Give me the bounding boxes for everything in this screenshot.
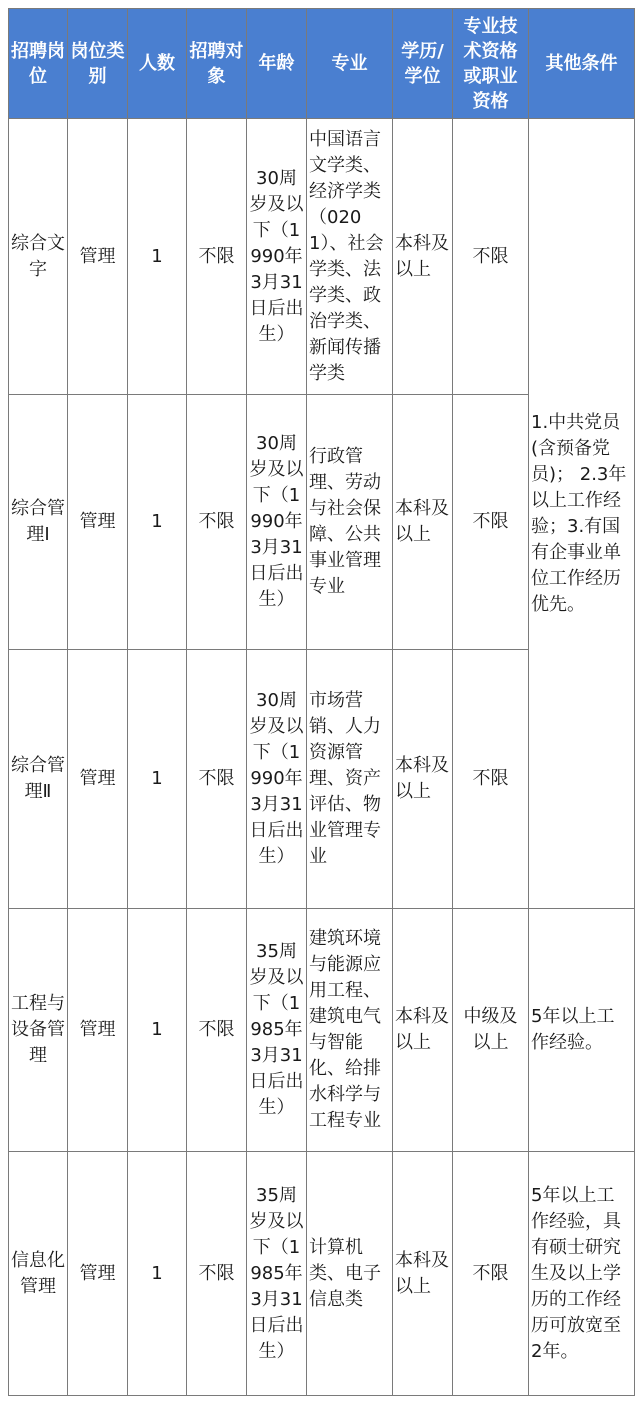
position-cell: 工程与设备管理 [9,909,68,1152]
education-cell: 本科及以上 [393,650,453,909]
qualification-cell: 不限 [453,650,529,909]
major-cell: 建筑环境与能源应用工程、建筑电气与智能化、给排水科学与工程专业 [307,909,393,1152]
category-cell: 管理 [68,395,128,650]
table-row [9,1152,635,1396]
target-cell: 不限 [187,119,247,395]
count-cell: 1 [128,909,187,1152]
position-cell: 综合管理Ⅱ [9,650,68,909]
category-cell: 管理 [68,1152,128,1396]
education-cell: 本科及以上 [393,909,453,1152]
position-cell: 信息化管理 [9,1152,68,1396]
position-cell: 综合管理Ⅰ [9,395,68,650]
header-row [9,9,635,119]
major-cell: 市场营销、人力资源管理、资产评估、物业管理专业 [307,650,393,909]
table-row [9,119,635,395]
education-cell: 本科及以上 [393,395,453,650]
header-count: 人数 [128,9,187,119]
header-target: 招聘对象 [187,9,247,119]
count-cell: 1 [128,1152,187,1396]
age-cell: 30周岁及以下（1990年3月31日后出生） [247,395,307,650]
qualification-cell: 不限 [453,1152,529,1396]
table-row [9,909,635,1152]
header-qualification: 专业技术资格或职业资格 [453,9,529,119]
target-cell: 不限 [187,395,247,650]
age-cell: 35周岁及以下（1985年3月31日后出生） [247,909,307,1152]
header-major: 专业 [307,9,393,119]
position-cell: 综合文字 [9,119,68,395]
count-cell: 1 [128,650,187,909]
education-cell: 本科及以上 [393,1152,453,1396]
major-cell: 行政管理、劳动与社会保障、公共事业管理专业 [307,395,393,650]
qualification-cell: 中级及以上 [453,909,529,1152]
major-cell: 计算机类、电子信息类 [307,1152,393,1396]
recruitment-table [8,8,635,1396]
qualification-cell: 不限 [453,395,529,650]
header-other: 其他条件 [529,9,635,119]
qualification-cell: 不限 [453,119,529,395]
category-cell: 管理 [68,909,128,1152]
header-position: 招聘岗位 [9,9,68,119]
count-cell: 1 [128,119,187,395]
age-cell: 30周岁及以下（1990年3月31日后出生） [247,650,307,909]
header-category: 岗位类别 [68,9,128,119]
target-cell: 不限 [187,909,247,1152]
age-cell: 35周岁及以下（1985年3月31日后出生） [247,1152,307,1396]
major-cell: 中国语言文学类、经济学类（0201）、社会学类、法学类、政治学类、新闻传播学类 [307,119,393,395]
category-cell: 管理 [68,119,128,395]
target-cell: 不限 [187,650,247,909]
header-age: 年龄 [247,9,307,119]
target-cell: 不限 [187,1152,247,1396]
education-cell: 本科及以上 [393,119,453,395]
other-cell: 5年以上工作经验。 [529,909,635,1152]
age-cell: 30周岁及以下（1990年3月31日后出生） [247,119,307,395]
other-cell: 5年以上工作经验，具有硕士研究生及以上学历的工作经历可放宽至2年。 [529,1152,635,1396]
shared-other-cell: 1.中共党员(含预备党员)； 2.3年以上工作经验；3.有国有企事业单位工作经历优先。 [529,119,635,909]
category-cell: 管理 [68,650,128,909]
header-education: 学历/学位 [393,9,453,119]
count-cell: 1 [128,395,187,650]
